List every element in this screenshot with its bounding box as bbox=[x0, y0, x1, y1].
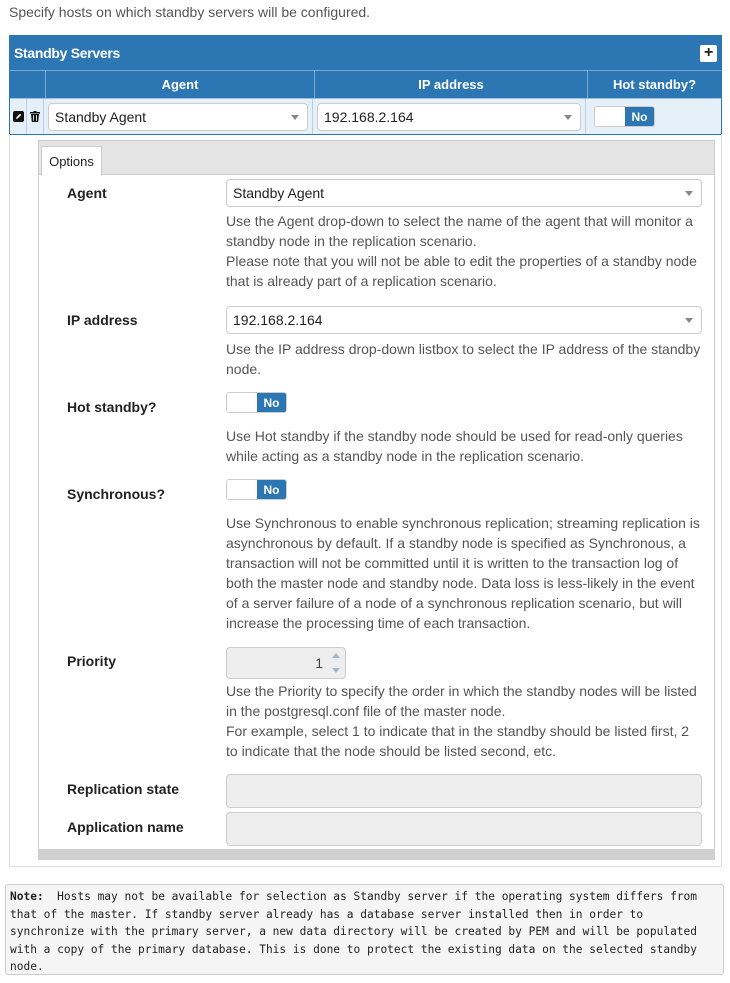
application-name-label: Application name bbox=[67, 819, 184, 835]
grid-header bbox=[10, 36, 721, 70]
synchronous-toggle[interactable] bbox=[226, 479, 287, 500]
replication-state-field bbox=[226, 774, 702, 808]
note-box bbox=[5, 884, 724, 975]
row-agent-value: Standby Agent bbox=[55, 108, 147, 125]
toggle-state: No bbox=[625, 107, 654, 126]
priority-label: Priority bbox=[67, 653, 117, 669]
edit-icon bbox=[13, 111, 24, 122]
ip-value: 192.168.2.164 bbox=[233, 312, 323, 328]
chevron-down-icon bbox=[564, 115, 572, 120]
synchronous-label: Synchronous? bbox=[67, 486, 166, 502]
hot-standby-toggle[interactable] bbox=[226, 392, 287, 413]
trash-icon bbox=[30, 111, 40, 122]
chevron-down-icon[interactable] bbox=[332, 668, 340, 673]
row-ip-value: 192.168.2.164 bbox=[324, 108, 414, 125]
note-label: Note: bbox=[10, 890, 44, 903]
plus-icon: + bbox=[703, 43, 714, 61]
row-agent-select[interactable] bbox=[48, 103, 308, 131]
ip-help: Use the IP address drop-down listbox to select the IP address of the standby node. bbox=[226, 341, 701, 377]
column-header-agent: Agent bbox=[45, 71, 314, 98]
toggle-state: No bbox=[257, 480, 286, 499]
row-agent-cell bbox=[44, 99, 313, 134]
row-hot-standby-cell bbox=[586, 99, 721, 134]
hot-standby-help: Use Hot standby if the standby node should be used for read-only queries while acting as a standby node in the replication scenario. bbox=[226, 428, 683, 464]
grid-title: Standby Servers bbox=[14, 45, 120, 61]
priority-value: 1 bbox=[315, 655, 323, 671]
chevron-down-icon bbox=[291, 115, 299, 120]
agent-select[interactable] bbox=[226, 179, 702, 207]
table-row bbox=[10, 98, 721, 134]
priority-help-text: Use the Priority to specify the order in which the standby nodes will be listed in the postgresql.conf file of the master node. bbox=[226, 683, 697, 719]
column-header-hot-standby: Hot standby? bbox=[587, 71, 721, 98]
row-hot-standby-toggle[interactable] bbox=[594, 106, 655, 127]
application-name-field bbox=[226, 812, 702, 846]
ip-select[interactable] bbox=[226, 306, 702, 334]
intro-text: Specify hosts on which standby servers will be configured. bbox=[9, 4, 371, 20]
delete-row-button[interactable] bbox=[27, 99, 44, 134]
toggle-knob bbox=[595, 107, 625, 126]
tab-options[interactable]: Options bbox=[41, 146, 102, 176]
toggle-knob bbox=[227, 480, 257, 499]
agent-label: Agent bbox=[67, 185, 107, 201]
priority-help bbox=[226, 681, 704, 761]
ip-label: IP address bbox=[67, 312, 138, 328]
agent-help bbox=[226, 211, 704, 291]
panel-footer bbox=[39, 849, 714, 859]
agent-value: Standby Agent bbox=[233, 185, 325, 201]
standby-servers-grid bbox=[9, 35, 722, 135]
add-row-button[interactable] bbox=[700, 45, 717, 62]
priority-help-example: For example, select 1 to indicate that in the standby should be listed first, 2 to indicate that the node should be listed second, etc. bbox=[226, 723, 690, 759]
chevron-up-icon[interactable] bbox=[332, 653, 340, 658]
hot-standby-label: Hot standby? bbox=[67, 399, 157, 415]
row-ip-cell bbox=[313, 99, 586, 134]
agent-help-text: Use the Agent drop-down to select the name of the agent that will monitor a standby node in the replication scenario. bbox=[226, 213, 693, 249]
column-header-actions bbox=[10, 71, 45, 98]
agent-help-note: Please note that you will not be able to edit the properties of a standby node that is already part of a replication scenario. bbox=[226, 253, 697, 289]
priority-stepper[interactable] bbox=[226, 647, 346, 679]
row-ip-select[interactable] bbox=[317, 103, 581, 131]
edit-row-button[interactable] bbox=[10, 99, 27, 134]
toggle-knob bbox=[227, 393, 257, 412]
toggle-state: No bbox=[257, 393, 286, 412]
column-header-ip: IP address bbox=[314, 71, 587, 98]
chevron-down-icon bbox=[685, 318, 693, 323]
note-text: Hosts may not be available for selection as Standby server if the operating system differs from that of the master. If standby server already has a database server installed then in order to synchronize with the primary server, a new data directory will be created by PEM and will be populated with a copy of the primary database. This is done to protect the existing data on the selected standby node. bbox=[10, 890, 704, 973]
chevron-down-icon bbox=[685, 191, 693, 196]
synchronous-help: Use Synchronous to enable synchronous replication; streaming replication is asynchronous by default. If a standby node is specified as Synchronous, a transaction will not be committed until it is written to the transaction log of both the master node and standby node. Data loss is less-likely in the event of a server failure of a node of a synchronous replication scenario, but will increase the processing time of each transaction. bbox=[226, 515, 700, 631]
tab-bar bbox=[39, 141, 714, 175]
column-headers bbox=[10, 70, 721, 98]
replication-state-label: Replication state bbox=[67, 781, 180, 797]
